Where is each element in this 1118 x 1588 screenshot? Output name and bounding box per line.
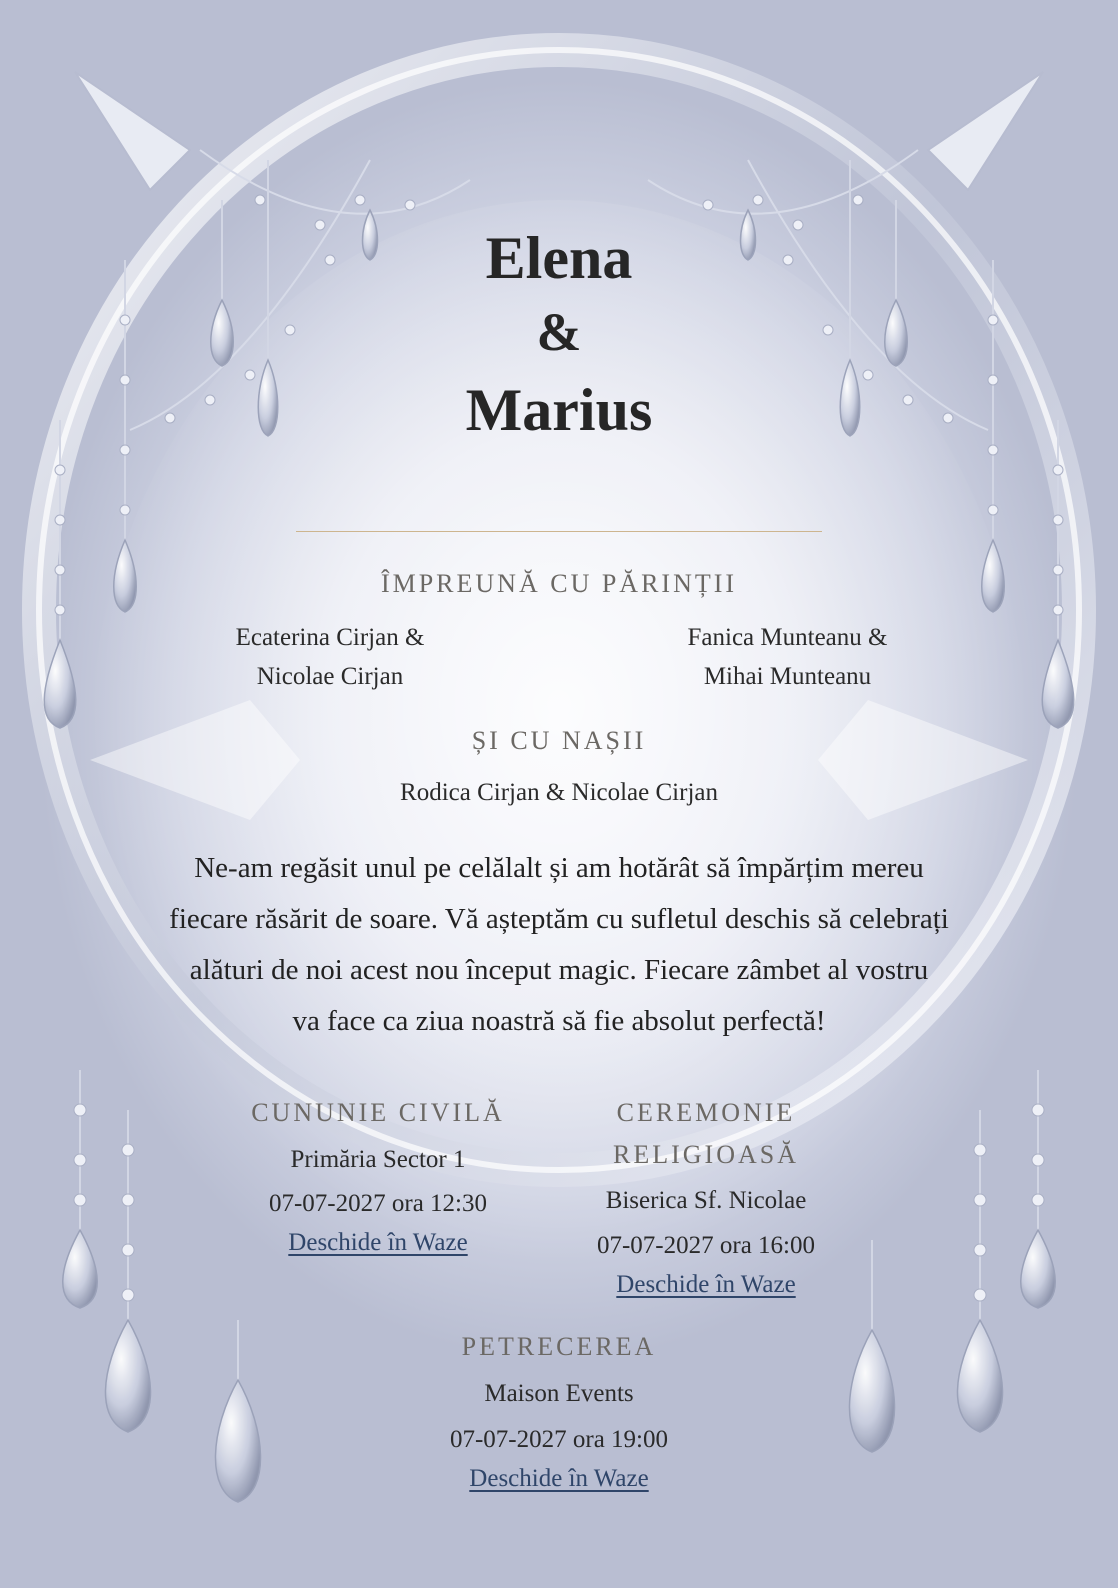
message-line: fiecare răsărit de soare. Vă așteptăm cu sufletul deschis să celebrați <box>169 903 949 935</box>
gold-divider <box>296 531 822 532</box>
religious-ceremony-title-line1: CEREMONIE <box>616 1098 796 1127</box>
parents-title: ÎMPREUNĂ CU PĂRINȚII <box>380 569 738 598</box>
bride-name: Elena <box>485 225 633 291</box>
groom-name: Marius <box>465 377 653 443</box>
parents-left-line2: Nicolae Cirjan <box>256 663 404 690</box>
message-line: alături de noi acest nou început magic. Fiecare zâmbet al vostru <box>189 954 929 986</box>
civil-venue: Primăria Sector 1 <box>290 1146 466 1173</box>
party-waze-link[interactable]: Deschide în Waze <box>469 1465 649 1492</box>
parents-left-line1: Ecaterina Cirjan & <box>235 624 425 651</box>
religious-venue: Biserica Sf. Nicolae <box>605 1187 807 1214</box>
parents-right-line2: Mihai Munteanu <box>703 663 872 690</box>
civil-ceremony-title: CUNUNIE CIVILĂ <box>251 1098 505 1127</box>
religious-datetime: 07-07-2027 ora 16:00 <box>596 1232 816 1259</box>
couple-ampersand: & <box>536 302 582 362</box>
godparents-title: ȘI CU NAȘII <box>471 726 647 755</box>
religious-waze-link[interactable]: Deschide în Waze <box>616 1271 796 1298</box>
godparents-names: Rodica Cirjan & Nicolae Cirjan <box>400 779 718 806</box>
party-datetime: 07-07-2027 ora 19:00 <box>449 1426 669 1453</box>
message-line: va face ca ziua noastră să fie absolut perfectă! <box>292 1005 826 1037</box>
party-title: PETRECEREA <box>461 1332 657 1361</box>
invitation-message <box>100 843 1018 1047</box>
religious-ceremony-title-line2: RELIGIOASĂ <box>613 1140 799 1169</box>
message-line: Ne-am regăsit unul pe celălalt și am hotărât să împărțim mereu <box>194 852 924 884</box>
civil-waze-link[interactable]: Deschide în Waze <box>288 1229 468 1256</box>
parents-right-line1: Fanica Munteanu & <box>687 624 888 651</box>
civil-datetime: 07-07-2027 ora 12:30 <box>268 1190 488 1217</box>
party-venue: Maison Events <box>484 1380 634 1407</box>
